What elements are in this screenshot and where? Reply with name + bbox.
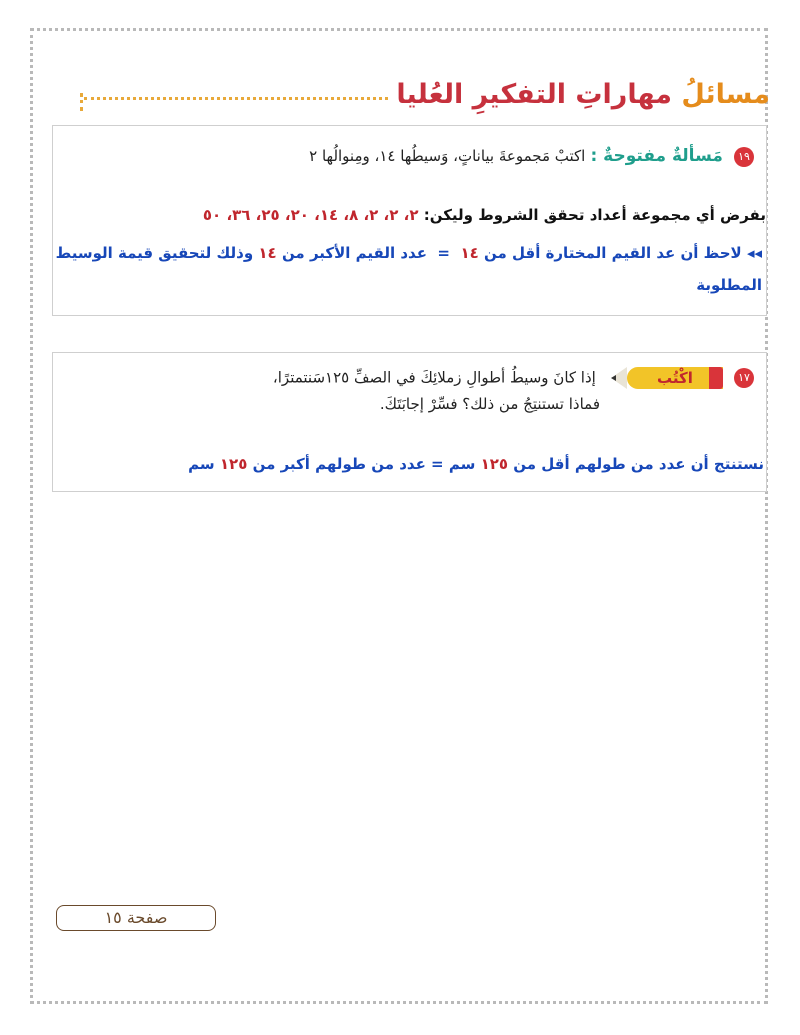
problem-19-question: اكتبْ مَجموعةَ بياناتٍ، وَسيطُها ١٤، ومِنوالُها ٢ bbox=[309, 147, 586, 165]
problem-17-answer-num1: ١٢٥ bbox=[480, 455, 509, 473]
problem-19-answer-intro: بفرض أي مجموعة أعداد تحقق الشروط وليكن: bbox=[423, 206, 766, 224]
section-title-rest: مهاراتِ التفكيرِ العُليا bbox=[396, 79, 673, 110]
section-title-main: مسائلُ bbox=[681, 79, 770, 110]
problem-19-answer-line bbox=[63, 206, 766, 224]
problem-19-box bbox=[52, 125, 767, 316]
problem-19-question-line bbox=[63, 146, 754, 167]
section-title bbox=[396, 81, 770, 114]
problem-19-answer-values: ٢، ٢، ٢، ٨، ١٤، ٢٠، ٢٥، ٣٦، ٥٠ bbox=[202, 206, 419, 224]
problem-17-answer-num2: ١٢٥ bbox=[219, 455, 248, 473]
write-label: اكْتُب bbox=[627, 367, 723, 389]
problem-19-note-line bbox=[55, 244, 762, 262]
problem-19-number-badge: ١٩ bbox=[734, 147, 754, 167]
problem-17-question-line1 bbox=[63, 367, 754, 389]
header-dotted-line bbox=[84, 97, 388, 100]
problem-17-answer-line bbox=[63, 455, 764, 473]
note-arrow-icon: ◂◂ bbox=[746, 244, 762, 262]
problem-17-box bbox=[52, 352, 767, 492]
problem-19-note-num2: ١٤ bbox=[258, 244, 277, 262]
problem-19-note-eq: = bbox=[437, 244, 450, 262]
problem-19-note-line2-text: المطلوبة bbox=[696, 276, 762, 294]
problem-17-question-line2-text: فماذا تستنتِجُ من ذلك؟ فسِّرْ إجابَتَكَ. bbox=[379, 395, 600, 413]
pencil-tip-icon bbox=[611, 367, 627, 389]
problem-19-note-part3: وذلك لتحقيق قيمة الوسيط bbox=[55, 244, 254, 262]
page-number-label: صفحة ١٥ bbox=[56, 905, 216, 931]
problem-19-note-part2: عدد القيم الأكبر من bbox=[281, 244, 427, 262]
problem-17-question-line2 bbox=[63, 395, 600, 413]
section-header bbox=[80, 58, 770, 114]
problem-17-number-badge: ١٧ bbox=[734, 368, 754, 388]
problem-19-note-line2 bbox=[63, 276, 762, 294]
problem-17-answer-part3: سم bbox=[188, 455, 215, 473]
problem-19-note-part1: لاحظ أن عد القيم المختارة أقل من bbox=[483, 244, 742, 262]
problem-19-title: مَسألةٌ مفتوحةٌ : bbox=[590, 146, 723, 166]
problem-17-answer-part2: سم = عدد من طولهم أكبر من bbox=[252, 455, 476, 473]
problem-17-answer-part1: نستنتج أن عدد من طولهم أقل من bbox=[513, 455, 764, 473]
problem-17-question-line1-text: إذا كانَ وسيطُ أطوالِ زملائِكَ في الصفِّ ١٢٥سَنتمترًا، bbox=[272, 368, 596, 387]
problem-19-note-num1: ١٤ bbox=[460, 244, 479, 262]
write-pencil-icon bbox=[611, 367, 723, 389]
